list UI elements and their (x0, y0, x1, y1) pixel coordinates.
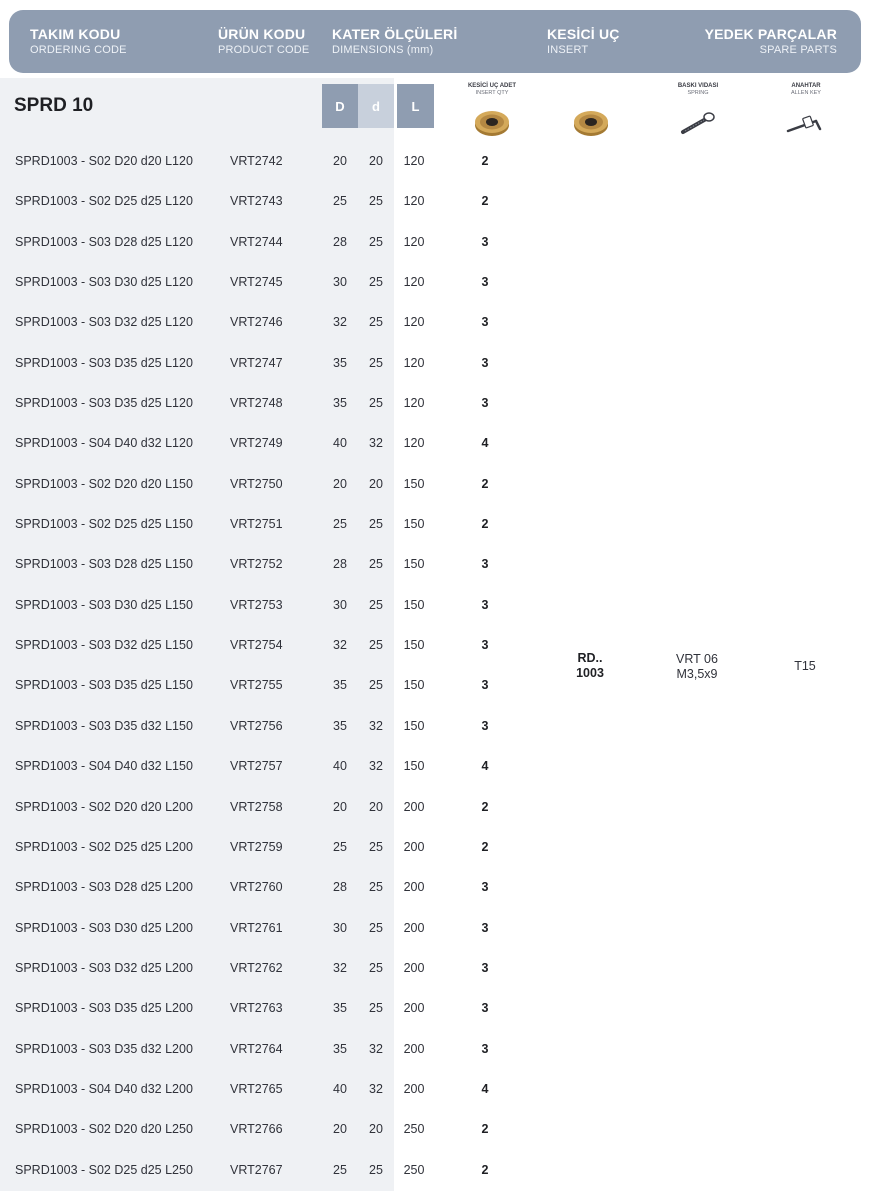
dim-L-cell: 150 (403, 557, 425, 572)
dim-D-cell: 35 (333, 718, 347, 733)
table-row (0, 464, 882, 504)
dim-d-cell: 25 (369, 597, 383, 612)
insert-qty-cell: 3 (481, 880, 489, 895)
ordering-code-cell: SPRD1003 - S02 D20 d20 L150 (15, 476, 193, 491)
insert-qty-cell: 3 (481, 234, 489, 249)
product-code-cell: VRT2751 (230, 517, 283, 532)
dim-d-cell: 32 (369, 1081, 383, 1096)
ordering-code-cell: SPRD1003 - S03 D35 d32 L200 (15, 1041, 193, 1056)
dim-d-cell: 25 (369, 839, 383, 854)
table-row (0, 867, 882, 907)
table-row (0, 222, 882, 262)
insert-qty-cell: 3 (481, 597, 489, 612)
insert-qty-cell: 3 (481, 315, 489, 330)
product-code-cell: VRT2742 (230, 154, 283, 168)
product-code-cell: VRT2758 (230, 799, 283, 814)
dim-L-cell: 150 (403, 759, 425, 774)
dim-L-cell: 200 (403, 960, 425, 975)
insert-qty-cell: 3 (481, 920, 489, 935)
allen-key-icon (786, 111, 826, 135)
dim-d-cell: 20 (369, 1122, 383, 1137)
dim-d-cell: 25 (369, 1162, 383, 1177)
product-code-cell: VRT2757 (230, 759, 283, 774)
ordering-code-cell: SPRD1003 - S03 D30 d25 L120 (15, 275, 193, 290)
dim-d-cell: 25 (369, 355, 383, 370)
ordering-code-cell: SPRD1003 - S03 D35 d32 L150 (15, 718, 193, 733)
product-code-cell: VRT2745 (230, 275, 283, 290)
insert-icon (474, 107, 510, 137)
dim-d-cell: 25 (369, 275, 383, 290)
table-row (0, 948, 882, 988)
dim-L-cell: 120 (403, 436, 425, 451)
dim-d-cell: 25 (369, 960, 383, 975)
product-code-cell: VRT2762 (230, 960, 283, 975)
table-row (0, 181, 882, 221)
dim-D-cell: 35 (333, 396, 347, 411)
table-row (0, 625, 882, 665)
product-code-cell: VRT2749 (230, 436, 283, 451)
dim-d-cell: 20 (369, 476, 383, 491)
ordering-code-cell: SPRD1003 - S02 D20 d20 L250 (15, 1122, 193, 1137)
dim-D-cell: 20 (333, 799, 347, 814)
product-code-cell: VRT2744 (230, 234, 283, 249)
insert-qty-cell: 4 (481, 1081, 489, 1096)
dim-D-cell: 35 (333, 678, 347, 693)
dim-L-cell: 200 (403, 920, 425, 935)
ordering-code-cell: SPRD1003 - S03 D28 d25 L200 (15, 880, 193, 895)
dim-D-cell: 25 (333, 194, 347, 209)
allen-key-subheader: ANAHTAR ALLEN KEY (791, 83, 821, 96)
ordering-code-cell: SPRD1003 - S04 D40 d32 L150 (15, 759, 193, 774)
table-row (0, 544, 882, 584)
table-header (9, 10, 861, 73)
table-row (0, 1150, 882, 1190)
dim-d-cell: 25 (369, 396, 383, 411)
table-row (0, 908, 882, 948)
product-code-cell: VRT2763 (230, 1001, 283, 1016)
ordering-code-cell: SPRD1003 - S04 D40 d32 L200 (15, 1081, 193, 1096)
header-dimensions: KATER ÖLÇÜLERİ DIMENSIONS (mm) (332, 26, 458, 56)
product-code-cell: VRT2754 (230, 638, 283, 653)
section-title: SPRD 10 (14, 95, 94, 116)
dim-L-cell: 150 (403, 517, 425, 532)
insert-qty-cell: 2 (481, 476, 489, 491)
dim-L-cell: 200 (403, 799, 425, 814)
dim-L-cell: 120 (403, 194, 425, 209)
dim-D-cell: 28 (333, 234, 347, 249)
product-code-cell: VRT2743 (230, 194, 283, 209)
dim-d-cell: 25 (369, 638, 383, 653)
dim-D-cell: 20 (333, 1122, 347, 1137)
table-row (0, 504, 882, 544)
dim-D-cell: 32 (333, 638, 347, 653)
screw-icon (680, 110, 716, 136)
dim-d-cell: 25 (369, 315, 383, 330)
insert-qty-cell: 2 (481, 517, 489, 532)
product-code-cell: VRT2753 (230, 597, 283, 612)
table-row (0, 1069, 882, 1109)
ordering-code-cell: SPRD1003 - S02 D25 d25 L120 (15, 194, 193, 209)
ordering-code-cell: SPRD1003 - S02 D25 d25 L250 (15, 1162, 193, 1177)
insert-qty-cell: 2 (481, 154, 489, 168)
ordering-code-cell: SPRD1003 - S03 D35 d25 L200 (15, 1001, 193, 1016)
insert-qty-cell: 4 (481, 759, 489, 774)
dim-d-cell: 32 (369, 436, 383, 451)
ordering-code-cell: SPRD1003 - S04 D40 d32 L120 (15, 436, 193, 451)
dim-L-cell: 150 (403, 638, 425, 653)
insert-qty-cell: 3 (481, 1001, 489, 1016)
table-row (0, 262, 882, 302)
dim-L-cell: 150 (403, 597, 425, 612)
ordering-code-cell: SPRD1003 - S03 D35 d25 L150 (15, 678, 193, 693)
dim-d-cell: 20 (369, 154, 383, 168)
dim-L-cell: 150 (403, 476, 425, 491)
ordering-code-cell: SPRD1003 - S02 D25 d25 L200 (15, 839, 193, 854)
dim-D-cell: 30 (333, 275, 347, 290)
dim-D-cell: 32 (333, 315, 347, 330)
dim-D-cell: 28 (333, 557, 347, 572)
insert-icon (573, 107, 609, 137)
insert-qty-cell: 2 (481, 1122, 489, 1137)
insert-qty-cell: 3 (481, 355, 489, 370)
product-code-cell: VRT2767 (230, 1162, 283, 1177)
table-row (0, 141, 882, 181)
ordering-code-cell: SPRD1003 - S03 D35 d25 L120 (15, 396, 193, 411)
ordering-code-cell: SPRD1003 - S02 D25 d25 L150 (15, 517, 193, 532)
ordering-code-cell: SPRD1003 - S03 D28 d25 L150 (15, 557, 193, 572)
dim-L-cell: 250 (403, 1162, 425, 1177)
table-row (0, 423, 882, 463)
header-product-code: ÜRÜN KODU PRODUCT CODE (218, 26, 310, 56)
ordering-code-cell: SPRD1003 - S03 D30 d25 L200 (15, 920, 193, 935)
header-spare-parts: YEDEK PARÇALAR SPARE PARTS (704, 26, 837, 56)
dim-D-cell: 40 (333, 436, 347, 451)
product-code-cell: VRT2746 (230, 315, 283, 330)
dim-d-cell: 32 (369, 759, 383, 774)
product-code-cell: VRT2764 (230, 1041, 283, 1056)
dim-L-cell: 200 (403, 1001, 425, 1016)
header-insert: KESİCİ UÇ INSERT (547, 26, 620, 56)
dim-L-cell: 150 (403, 718, 425, 733)
dim-D-cell: 20 (333, 476, 347, 491)
table-row (0, 383, 882, 423)
dim-D-cell: 30 (333, 920, 347, 935)
dim-D-cell: 35 (333, 355, 347, 370)
dim-D-cell: 35 (333, 1041, 347, 1056)
dim-L-cell: 200 (403, 839, 425, 854)
ordering-code-cell: SPRD1003 - S03 D35 d25 L120 (15, 355, 193, 370)
screw-code-cell: VRT 06 M3,5x9 (676, 652, 718, 681)
dim-d-cell: 25 (369, 1001, 383, 1016)
ordering-code-cell: SPRD1003 - S02 D20 d20 L120 (15, 154, 193, 168)
product-code-cell: VRT2765 (230, 1081, 283, 1096)
dim-d-cell: 20 (369, 799, 383, 814)
table-row (0, 746, 882, 786)
dim-d-cell: 25 (369, 517, 383, 532)
insert-qty-cell: 3 (481, 396, 489, 411)
table-row (0, 585, 882, 625)
product-code-cell: VRT2756 (230, 718, 283, 733)
dim-D-cell: 35 (333, 1001, 347, 1016)
dim-D-cell: 28 (333, 880, 347, 895)
product-code-cell: VRT2759 (230, 839, 283, 854)
dim-header-L: L (397, 84, 434, 128)
dim-D-cell: 32 (333, 960, 347, 975)
insert-qty-cell: 3 (481, 557, 489, 572)
dim-D-cell: 25 (333, 517, 347, 532)
dim-d-cell: 25 (369, 678, 383, 693)
ordering-code-cell: SPRD1003 - S02 D20 d20 L200 (15, 799, 193, 814)
product-code-cell: VRT2760 (230, 880, 283, 895)
table-row (0, 1109, 882, 1149)
ordering-code-cell: SPRD1003 - S03 D30 d25 L150 (15, 597, 193, 612)
ordering-code-cell: SPRD1003 - S03 D32 d25 L150 (15, 638, 193, 653)
insert-qty-cell: 2 (481, 799, 489, 814)
ordering-code-cell: SPRD1003 - S03 D28 d25 L120 (15, 234, 193, 249)
product-code-cell: VRT2752 (230, 557, 283, 572)
table-row (0, 706, 882, 746)
dim-L-cell: 120 (403, 396, 425, 411)
product-code-cell: VRT2761 (230, 920, 283, 935)
dim-d-cell: 32 (369, 1041, 383, 1056)
insert-qty-cell: 3 (481, 678, 489, 693)
table-row (0, 827, 882, 867)
dim-L-cell: 120 (403, 355, 425, 370)
product-code-cell: VRT2750 (230, 476, 283, 491)
insert-qty-cell: 2 (481, 839, 489, 854)
dim-L-cell: 250 (403, 1122, 425, 1137)
dim-L-cell: 120 (403, 275, 425, 290)
dim-d-cell: 25 (369, 920, 383, 935)
dim-L-cell: 150 (403, 678, 425, 693)
dim-D-cell: 25 (333, 1162, 347, 1177)
dim-L-cell: 200 (403, 880, 425, 895)
insert-qty-cell: 3 (481, 275, 489, 290)
product-code-cell: VRT2766 (230, 1122, 283, 1137)
insert-qty-cell: 2 (481, 1162, 489, 1177)
product-code-cell: VRT2755 (230, 678, 283, 693)
screw-subheader: BASKI VIDASI SPRING (677, 83, 719, 96)
dim-d-cell: 25 (369, 234, 383, 249)
table-row (0, 302, 882, 342)
dim-D-cell: 40 (333, 759, 347, 774)
insert-code-cell: RD.. 1003 (576, 651, 604, 680)
ordering-code-cell: SPRD1003 - S03 D32 d25 L120 (15, 315, 193, 330)
table-row (0, 665, 882, 705)
product-code-cell: VRT2747 (230, 355, 283, 370)
insert-qty-cell: 2 (481, 194, 489, 209)
insert-qty-cell: 3 (481, 1041, 489, 1056)
data-rows (0, 141, 882, 1190)
dim-L-cell: 120 (403, 154, 425, 168)
insert-qty-cell: 3 (481, 718, 489, 733)
dim-header-D: D (322, 84, 358, 128)
dim-L-cell: 200 (403, 1081, 425, 1096)
key-code-cell: T15 (794, 659, 816, 673)
table-row (0, 787, 882, 827)
dim-D-cell: 30 (333, 597, 347, 612)
insert-qty-subheader: KESİCİ UÇ ADET INSERT QTY (467, 83, 517, 96)
dim-d-cell: 25 (369, 194, 383, 209)
dim-L-cell: 120 (403, 234, 425, 249)
dim-D-cell: 20 (333, 154, 347, 168)
product-code-cell: VRT2748 (230, 396, 283, 411)
table-row (0, 1029, 882, 1069)
dim-header-d: d (358, 84, 394, 128)
table-row (0, 988, 882, 1028)
dim-d-cell: 25 (369, 880, 383, 895)
header-ordering-code: TAKIM KODU ORDERING CODE (30, 26, 127, 56)
ordering-code-cell: SPRD1003 - S03 D32 d25 L200 (15, 960, 193, 975)
dim-D-cell: 25 (333, 839, 347, 854)
dim-d-cell: 32 (369, 718, 383, 733)
dim-D-cell: 40 (333, 1081, 347, 1096)
insert-qty-cell: 4 (481, 436, 489, 451)
insert-qty-cell: 3 (481, 960, 489, 975)
table-row (0, 343, 882, 383)
dim-L-cell: 200 (403, 1041, 425, 1056)
dim-d-cell: 25 (369, 557, 383, 572)
insert-qty-cell: 3 (481, 638, 489, 653)
dim-L-cell: 120 (403, 315, 425, 330)
